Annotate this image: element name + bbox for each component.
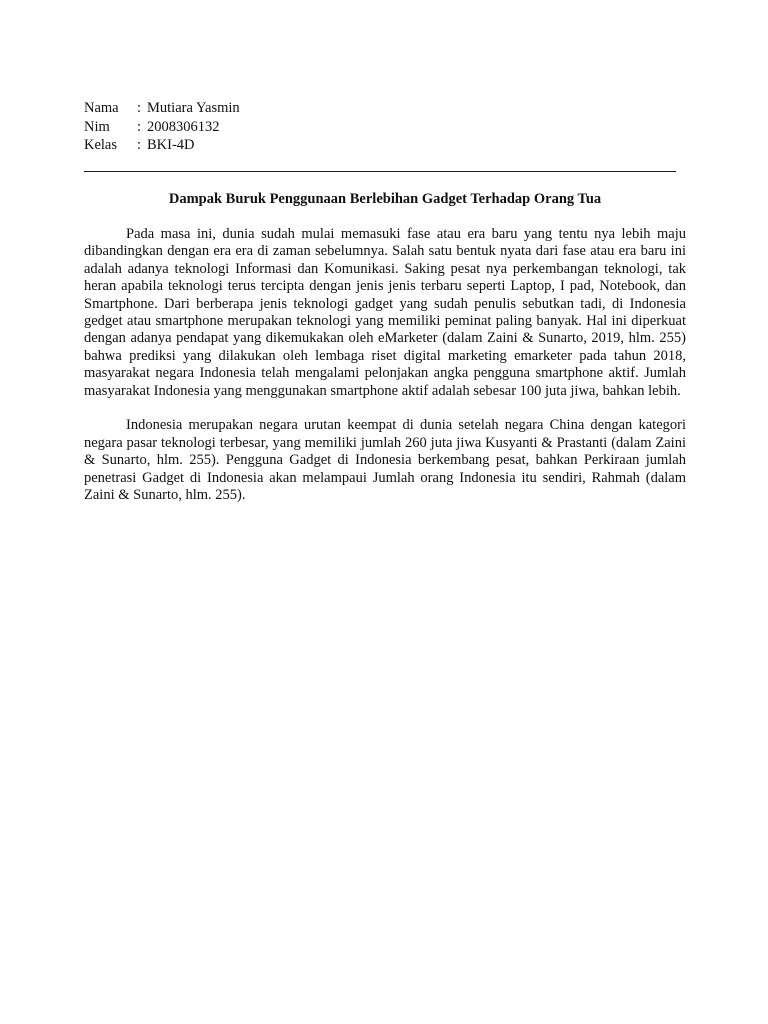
paragraph: Indonesia merupakan negara urutan keempat di dunia setelah negara China dengan kategori negara pasar teknologi terbesar, yang memiliki jumlah 260 juta jiwa Kusyanti & Prastanti (dalam Zaini & Sunarto, hlm. 255). Pengguna Gadget di Indonesia berkembang pesat, bahkan Perkiraan jumlah penetrasi Gadget di Indonesia akan melampaui Jumlah orang Indonesia itu sendiri, Rahmah (dalam Zaini & Sunarto, hlm. 255).	[84, 417, 686, 504]
student-info	[84, 99, 240, 155]
name-separator: :	[137, 100, 142, 116]
class-label: Kelas	[84, 137, 118, 153]
student-name-row	[84, 99, 240, 118]
name-value: Mutiara Yasmin	[147, 100, 240, 116]
class-separator: :	[137, 137, 142, 153]
header-divider	[84, 171, 676, 172]
paragraph: Pada masa ini, dunia sudah mulai memasuki fase atau era baru yang tentu nya lebih maju dibandingkan dengan era era di zaman sebelumnya. Salah satu bentuk nyata dari fase atau era baru ini adalah adanya teknologi Informasi dan Komunikasi. Saking pesat nya perkembangan teknologi, tak heran apabila teknologi terus tercipta dengan jenis jenis terbaru seperti Laptop, I pad, Notebook, dan Smartphone. Dari berberapa jenis teknologi gadget yang sudah penulis sebutkan tadi, di Indonesia gedget atau smartphone merupakan teknologi yang memiliki peminat paling banyak. Hal ini diperkuat dengan adanya pendapat yang dikemukakan oleh eMarketer (dalam Zaini & Sunarto, 2019, hlm. 255) bahwa prediksi yang dilakukan oleh lembaga riset digital marketing emarketer pada tahun 2018, masyarakat negara Indonesia telah mengalami pelonjakan angka pengguna smartphone aktif. Jumlah masyarakat Indonesia yang menggunakan smartphone aktif adalah sebesar 100 juta jiwa, bahkan lebih.	[84, 226, 686, 399]
document-title: Dampak Buruk Penggunaan Berlebihan Gadget Terhadap Orang Tua	[168, 191, 602, 207]
id-separator: :	[137, 118, 142, 135]
id-value: 2008306132	[147, 118, 220, 135]
id-label: Nim	[84, 118, 110, 135]
class-value: BKI-4D	[147, 137, 195, 153]
student-class-row	[84, 136, 240, 155]
name-label: Nama	[84, 100, 119, 116]
document-body	[84, 226, 686, 504]
student-id-row	[84, 118, 240, 137]
